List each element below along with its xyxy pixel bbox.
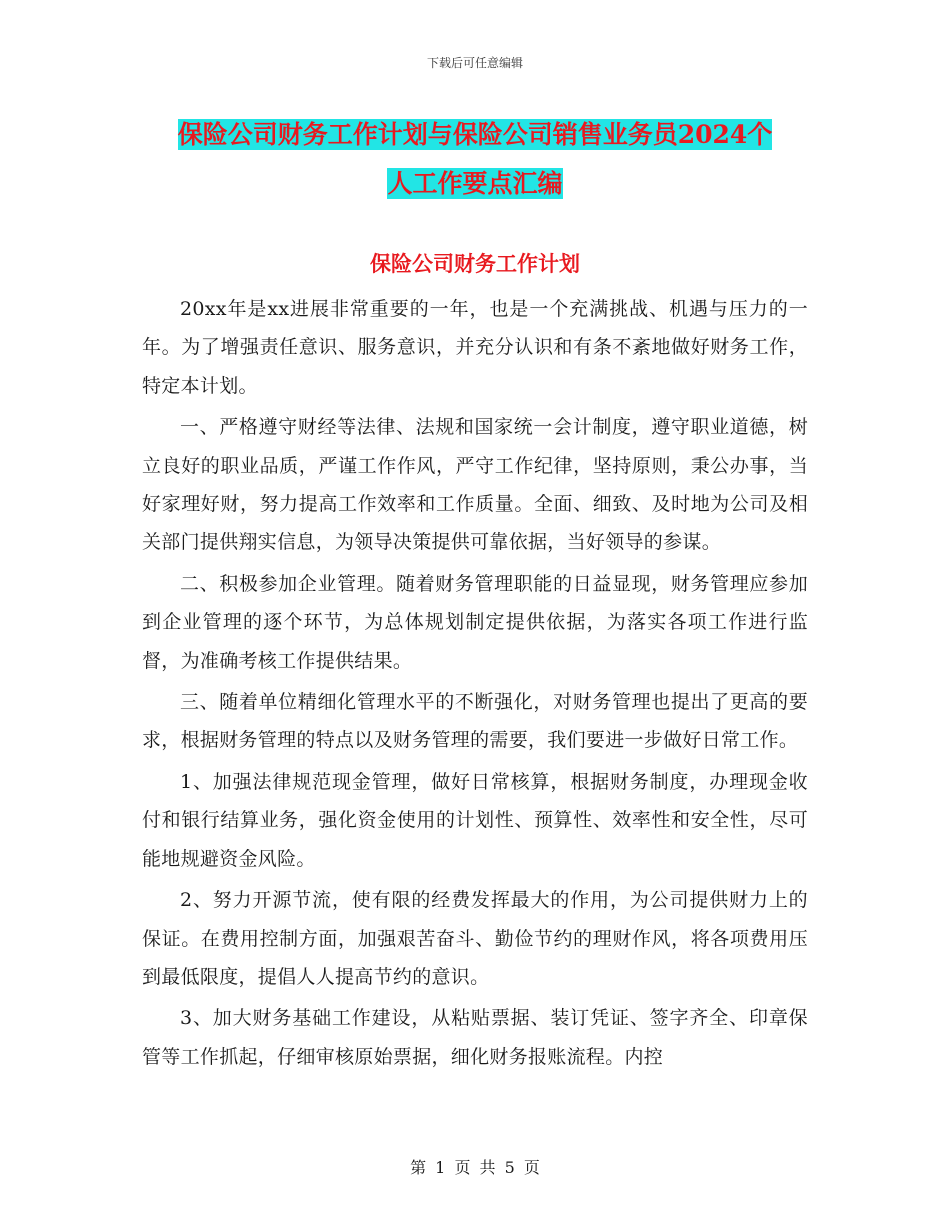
paragraph-item-3: 三、随着单位精细化管理水平的不断强化，对财务管理也提出了更高的要求，根据财务管理的特点以及财务管理的需要，我们要进一步做好日常工作。 [142,691,808,752]
section-title: 保险公司财务工作计划 [370,251,580,276]
page-number-footer: 第 1 页 共 5 页 [410,1158,540,1177]
paragraph-intro: 20xx年是xx进展非常重要的一年，也是一个充满挑战、机遇与压力的一年。为了增强责任意识、服务意识，并充分认识和有条不紊地做好财务工作，特定本计划。 [142,298,808,397]
paragraph-item-2: 二、积极参加企业管理。随着财务管理职能的日益显现，财务管理应参加到企业管理的逐个环节，为总体规划制定提供依据，为落实各项工作进行监督，为准确考核工作提供结果。 [142,572,808,672]
document-body [142,290,808,1079]
paragraph-subitem-2: 2、努力开源节流，使有限的经费发挥最大的作用，为公司提供财力上的保证。在费用控制方面，加强艰苦奋斗、勤俭节约的理财作风，将各项费用压到最低限度，提倡人人提高节约的意识。 [142,889,808,988]
paragraph-subitem-3: 3、加大财务基础工作建设，从粘贴票据、装订凭证、签字齐全、印章保管等工作抓起，仔细审核原始票据，细化财务报账流程。内控 [142,1007,808,1068]
document-title [140,110,810,208]
document-title-line-1: 保险公司财务工作计划与保险公司销售业务员2024个 [177,120,773,149]
paragraph-item-1: 一、严格遵守财经等法律、法规和国家统一会计制度，遵守职业道德，树立良好的职业品质，严谨工作作风，严守工作纪律，坚持原则，秉公办事，当好家理好财，努力提高工作效率和工作质量。全面、细致、及时地为公司及相关部门提供翔实信息，为领导决策提供可靠依据，当好领导的参谋。 [142,416,808,554]
page-header-note: 下载后可任意编辑 [426,56,523,70]
document-title-line-2: 人工作要点汇编 [387,169,563,198]
paragraph-subitem-1: 1、加强法律规范现金管理，做好日常核算，根据财务制度，办理现金收付和银行结算业务，强化资金使用的计划性、预算性、效率性和安全性，尽可能地规避资金风险。 [142,770,808,870]
